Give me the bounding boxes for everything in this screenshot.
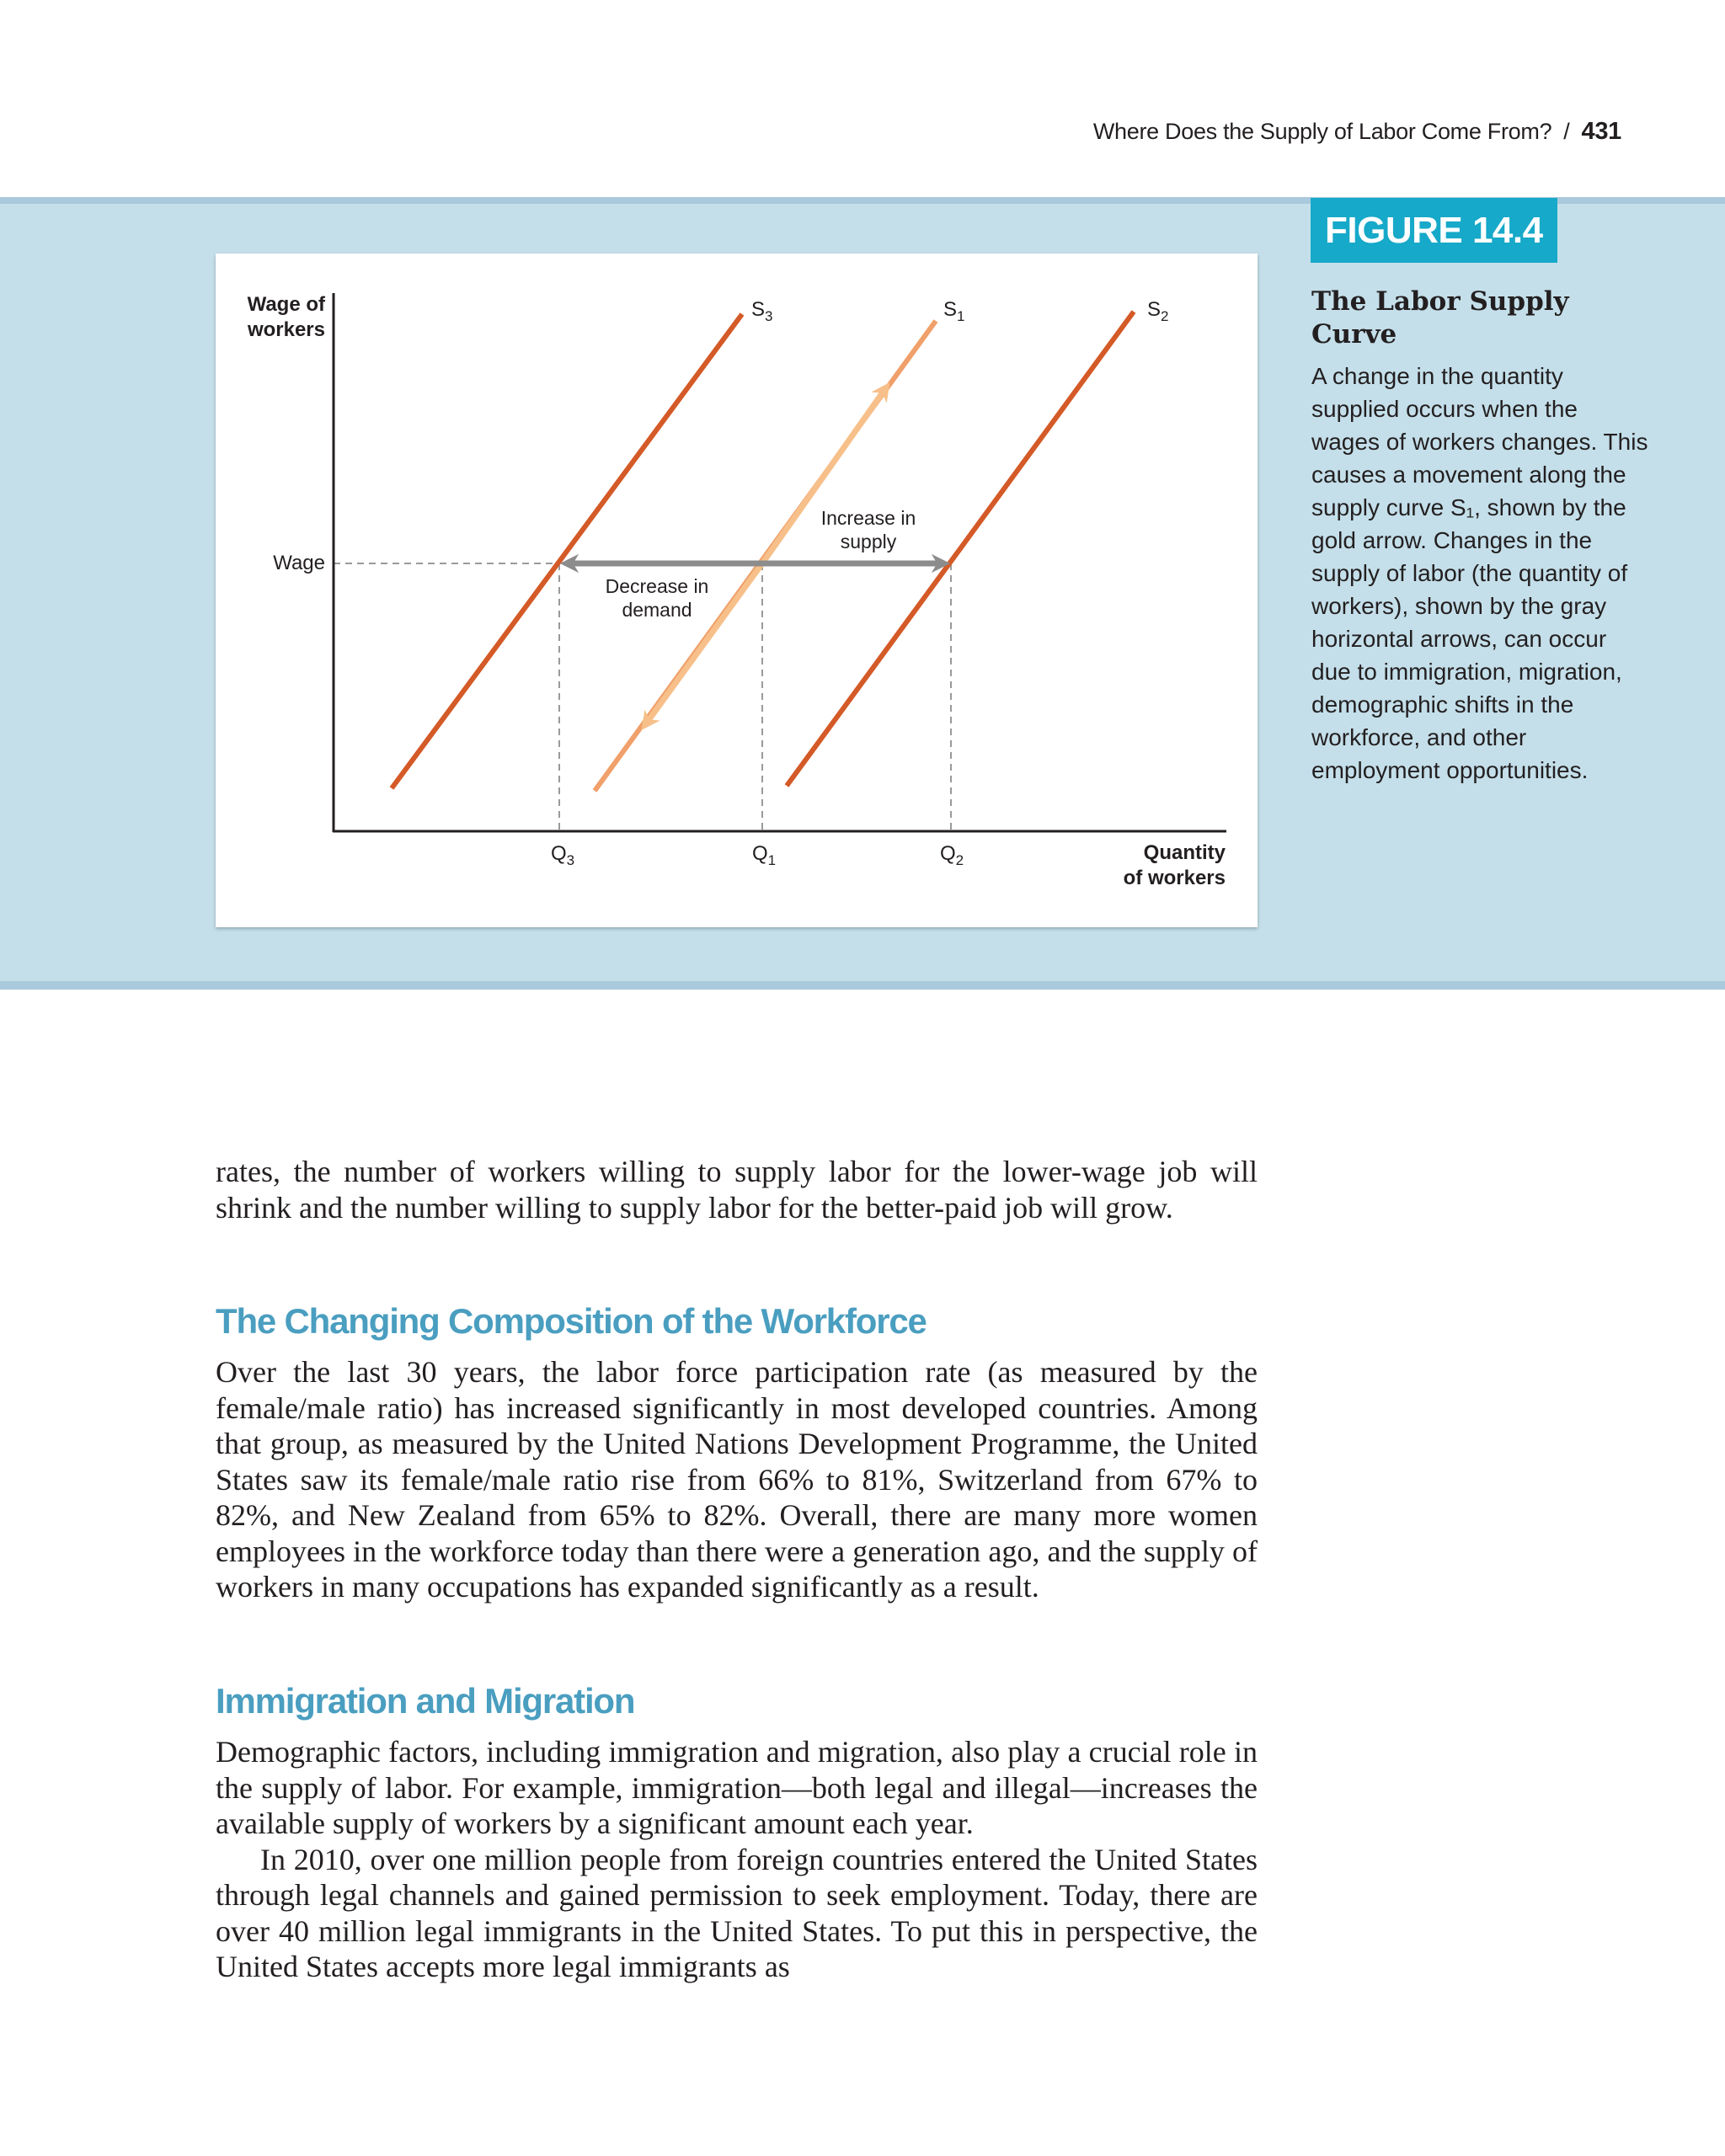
annotation-increase-line2: supply xyxy=(840,531,897,552)
annotation-increase-line1: Increase in xyxy=(820,507,916,529)
running-head xyxy=(1093,118,1621,146)
workforce-paragraph: Over the last 30 years, the labor force participation rate (as measured by the female/male ratio) has increased significantly in most developed countries. Among that group, as measured by the United Nations Development Programme, the United States saw its female/male ratio rise from 66% to 81%, Switzerland from 67% to 82%, and New Zealand from 65% to 82%. Overall, there are many more women employees in the workforce today than there were a generation ago, and the supply of workers in many occupations has expanded significantly as a result. xyxy=(216,1355,1258,1604)
intro-paragraph: rates, the number of workers willing to supply labor for the lower-wage job will shrink and the number willing to supply labor for the better-paid job will grow. xyxy=(216,1155,1258,1225)
running-head-separator: / xyxy=(1563,119,1570,144)
figure-label: FIGURE 14.4 xyxy=(1311,198,1557,263)
section-heading-immigration: Immigration and Migration xyxy=(216,1681,635,1721)
supply-curve-s2 xyxy=(787,312,1134,786)
supply-curve-s3 xyxy=(392,314,742,788)
immigration-paragraph-block xyxy=(216,1734,1258,1985)
immigration-stats-paragraph: In 2010, over one million people from foreign countries entered the United States through legal channels and gained permission to seek employment. Today, there are over 40 million legal immigrants in the United States. To put this in perspective, the United States accepts more legal immigrants as xyxy=(216,1842,1258,1983)
x-axis-title-line1: Quantity xyxy=(1143,841,1226,864)
curve-label-s3: $S_3$ xyxy=(751,298,773,324)
figure-caption: A change in the quantity supplied occurs when the wages of workers changes. This causes a movement along the supply curve S₁, shown by the gold arrow. Changes in the supply of labor (the quantity of workers), shown by the gray horizontal arrows, can occur due to immigration, migration, demographic shifts in the workforce, and other employment opportunities. xyxy=(1311,363,1648,783)
running-title: Where Does the Supply of Labor Come From? xyxy=(1092,119,1552,144)
annotation-decrease-line1: Decrease in xyxy=(605,575,709,597)
section-heading-workforce: The Changing Composition of the Workforce xyxy=(216,1301,927,1341)
intro-paragraph-block xyxy=(216,1154,1258,1225)
labor-supply-chart xyxy=(216,253,1258,927)
workforce-paragraph-block xyxy=(216,1354,1258,1605)
x-tick-q2: $Q_2$ xyxy=(940,842,964,868)
x-tick-q1: $Q_1$ xyxy=(752,842,777,868)
annotation-decrease-line2: demand xyxy=(622,599,692,621)
wage-label: Wage xyxy=(273,552,325,574)
curve-label-s1: $S_1$ xyxy=(943,298,965,324)
x-axis-title-line2: of workers xyxy=(1123,867,1226,889)
page-number: 431 xyxy=(1581,118,1621,145)
immigration-paragraph: Demographic factors, including immigration and migration, also play a crucial role in the supply of labor. For example, immigration—both legal and illegal—increases the available supply of workers by a significant amount each year. xyxy=(216,1735,1258,1840)
figure-title: The Labor Supply Curve xyxy=(1311,286,1569,350)
y-axis-title-line1: Wage of xyxy=(247,293,325,316)
x-tick-q3: $Q_3$ xyxy=(551,842,575,868)
chart-panel xyxy=(216,253,1258,927)
curve-label-s2: $S_2$ xyxy=(1147,298,1169,324)
figure-band-bottom-rule xyxy=(0,981,1725,990)
y-axis-title-line2: workers xyxy=(247,318,325,341)
